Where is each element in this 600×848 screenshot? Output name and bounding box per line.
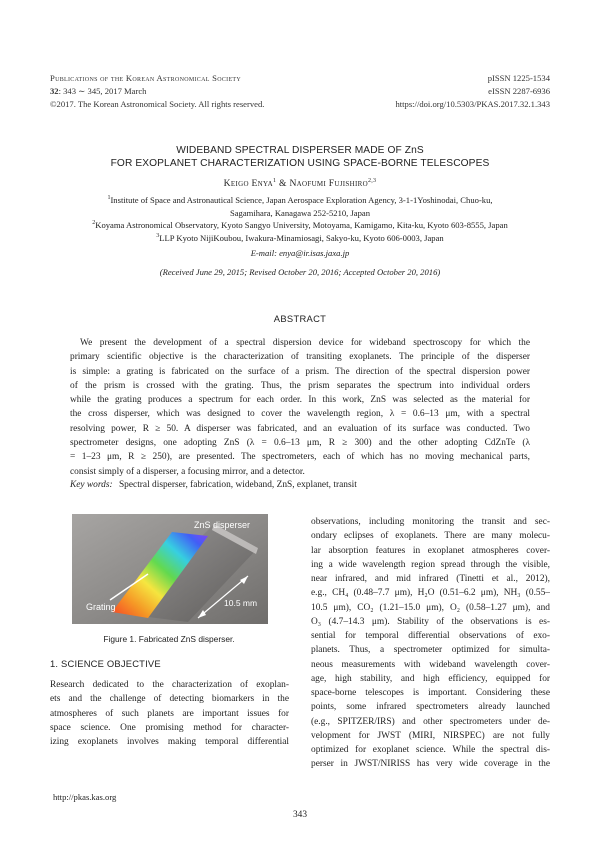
right-column-line: velopment for JWST (MIRI, NIRSPEC) are not fully [311, 730, 550, 741]
affiliation-2: $^2$Koyama Astronomical Observatory, Kyoto Sangyo University, Motoyama, Kamigamo, Kita-ku, Kyoto 603-8555, Japan [92, 220, 508, 231]
right-column-line: sential for temporal differential observations of exo- [311, 631, 550, 641]
right-column-text [311, 515, 550, 772]
keywords [70, 480, 357, 490]
keywords-list: Spectral disperser, fabrication, wideband, ZnS, explanet, transit [118, 480, 357, 490]
label-zns-disperser: ZnS disperser [194, 520, 251, 530]
abstract-line: of the prism is crossed with the grating. Thus, the prism separates the spectrum into individual orders [70, 380, 530, 391]
abstract-line: = 1–23 μm, R ≥ 250), are presented. The spectrometers, each of which has no moving mechanical parts, [70, 452, 530, 463]
abstract-body [70, 336, 530, 479]
right-column-line: near infrared, and mid infrared (Tinetti et al., 2012), [311, 574, 550, 584]
issn-block [395, 72, 550, 111]
right-column-line: lar absorption features in exoplanet atmospheres cover- [311, 545, 550, 556]
left-column-line: atmospheres of such planets are important issues for [50, 708, 289, 719]
left-column-text [50, 678, 289, 749]
right-column-line: optimized for exoplanet science. While the spectral dis- [311, 745, 550, 755]
abstract-line: We present the development of a spectral dispersion device for wideband spectroscopy for which the [80, 338, 530, 348]
right-column-line: O₃ (4.7–14.3 μm). Stability of the observations is es- [311, 616, 550, 627]
author-2: Naofumi Fujishiro [289, 178, 368, 189]
affiliation-3: $^3$LLP Kyoto NijiKoubou, Iwakura-Minamiosagi, Sakyo-ku, Kyoto 606-0003, Japan [156, 232, 444, 243]
journal-name: Publications of the Korean Astronomical Society [50, 73, 242, 83]
affiliation-1-cont: Sagamihara, Kanagawa 252-5210, Japan [229, 207, 371, 218]
keywords-label: Key words: [70, 480, 113, 490]
paper-title [0, 144, 600, 170]
left-column-line: ets and the challenge of detecting biomarkers in the [50, 694, 289, 705]
page-number: 343 [292, 810, 308, 820]
abstract-line: is simple: a grating is fabricated on the surface of a prism. The direction of the spectral dispersion power [70, 366, 530, 377]
label-size: 10.5 mm [224, 598, 258, 608]
abstract-line: primary scientific objective is the characterization of transiting exoplanets. The principle of the disperser [70, 352, 530, 363]
right-column-line: space-borne telescopes is important. Considering these [311, 688, 550, 698]
authors: Keigo Enya$^1$ & Naofumi Fujishiro$^{2,3}$ [223, 177, 377, 189]
title-line-2: FOR EXOPLANET CHARACTERIZATION USING SPACE-BORNE TELESCOPES [110, 158, 490, 169]
copyright: ©2017. The Korean Astronomical Society. All rights reserved. [50, 99, 265, 109]
right-column-line: observations, including monitoring the transit and sec- [311, 517, 550, 527]
journal-header [50, 72, 264, 111]
right-column-line: points, some infrared spectrometers already launched [311, 702, 550, 713]
title-line-1: WIDEBAND SPECTRAL DISPERSER MADE OF ZnS [176, 145, 424, 156]
abstract-line: spectrometer designs, one adopting ZnS (λ = 0.6–13 μm, R ≥ 300) and the other adopting CdZnTe (λ [70, 438, 530, 449]
right-column-line: ing a wide wavelength region spread through the visible, [311, 559, 550, 570]
right-column-line: planets. Thus, a spectrometer optimized for simulta- [311, 645, 550, 656]
figure-1-photo [72, 514, 268, 624]
volume-pages: 32: 343 ∼ 345, 2017 March [50, 86, 147, 96]
right-column-line: e.g., CH₄ (0.48–7.7 μm), H₂O (0.51–6.2 μm), NH₃ (0.55– [311, 588, 550, 599]
author-sep: & [278, 178, 287, 189]
eissn: eISSN 2287-6936 [488, 86, 550, 96]
affiliations [0, 194, 600, 279]
affiliation-1: $^1$Institute of Space and Astronautical Science, Japan Aerospace Exploration Agency, 3-1-1Yoshinodai, Chuo-ku, [107, 195, 493, 205]
left-column-line: Research dedicated to the characterization of exoplan- [50, 680, 289, 690]
left-column-line: izing exoplanets involves making temporal differential [50, 737, 289, 747]
right-column-line: ondary eclipses of exoplanets. There are many molecu- [311, 531, 550, 542]
pissn: pISSN 1225-1534 [487, 73, 550, 83]
author-1: Keigo Enya [223, 178, 273, 189]
email: E-mail: enya@ir.isas.jaxa.jp [250, 248, 350, 259]
abstract-line: consist simply of a disperser, a focusing mirror, and a detector. [70, 466, 305, 477]
abstract-line: while the grating produces a spectrum for each order. In this work, ZnS was selected as the material for [70, 395, 530, 406]
footnote-url[interactable]: http://pkas.kas.org [53, 792, 117, 802]
right-column-line: 10.5 μm), CO₂ (1.21–15.0 μm), O₂ (0.58–1.27 μm), and [311, 602, 550, 613]
abstract-line: the cross disperser, which was designed to cover the wavelength region, λ = 0.6–13 μm, with a spectral [70, 409, 530, 420]
abstract-heading: ABSTRACT [273, 313, 327, 324]
abstract-line: resolving power, R ≥ 50. A disperser was fabricated, and an evaluation of its surface was conducted. Two [70, 423, 530, 434]
right-column-line: perser in JWST/NIRISS has very wide coverage in the [311, 759, 550, 770]
received-dates: (Received June 29, 2015; Revised October 20, 2016; Accepted October 20, 2016) [159, 266, 441, 277]
doi-link[interactable]: https://doi.org/10.5303/PKAS.2017.32.1.343 [395, 99, 550, 109]
section-1-heading: 1. SCIENCE OBJECTIVE [50, 658, 161, 669]
right-column-line: (e.g., SPITZER/IRS) and other spectrometers under de- [311, 716, 550, 727]
label-grating: Grating [86, 602, 116, 612]
right-column-line: age, high stability, and high efficiency, equipped for [311, 673, 550, 684]
right-column-line: neous measurements with wideband wavelength cover- [311, 659, 550, 670]
figure-1-caption: Figure 1. Fabricated ZnS disperser. [103, 634, 235, 644]
left-column-line: space science. One promising method for character- [50, 722, 289, 733]
